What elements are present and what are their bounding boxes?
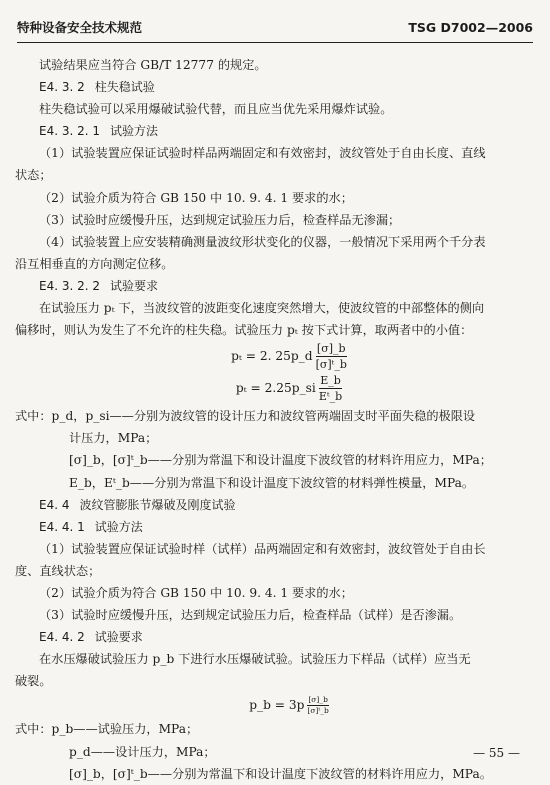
formula-lhs: pₜ = 2. 25p_d [231,349,313,364]
section-title: 试验方法 [110,124,159,139]
symbol-definition: 式中：p_b——试验压力，MPa； [15,722,199,737]
fraction-denominator: [σ]ᵗ_b [307,705,329,715]
section-title: 试验方法 [94,519,143,534]
symbol-definition: [σ]_b，[σ]ᵗ_b——分别为常温下和设计温度下波纹管的材料许用应力，MPa； [69,453,492,468]
list-item-line: （1）试验装置应保证试验时样（试样）品两端固定和有效密封，波纹管处于自由长 [39,541,486,556]
section-heading [15,275,533,297]
list-item-line: 沿互相垂直的方向测定位移。 [15,256,174,271]
section-title: 试验要求 [94,630,143,645]
running-header [17,12,533,43]
fraction-bar [319,388,342,389]
symbol-definition: E_b，Eᵗ_b——分别为常温下和设计温度下波纹管的材料弹性模量，MPa。 [69,475,475,490]
section-number: E4. 3. 2. 1 [39,124,101,139]
header-series-title: 特种设备安全技术规范 [17,20,143,35]
list-item-line: （1）试验装置应保证试验时样品两端固定和有效密封，波纹管处于自由长度、直线 [39,146,486,161]
paragraph-line: 在试验压力 pₜ 下，当波纹管的波距变化速度突然增大，使波纹管的中部整体的侧向 [39,301,485,316]
paragraph-line: 试验结果应当符合 GB/T 12777 的规定。 [39,58,267,72]
list-item-line: （3）试验时应缓慢升压，达到规定试验压力后，检查样品（试样）是否渗漏。 [39,608,462,623]
formula-column-instability-1 [15,341,533,371]
section-number: E4. 3. 2 [39,80,85,95]
symbol-definition: p_d——设计压力，MPa； [69,744,216,759]
fraction-denominator: Eᵗ_b [318,389,343,403]
formula-fraction [316,342,347,371]
section-number: E4. 4 [39,497,70,512]
formula-lhs: pₜ = 2.25p_si [235,381,316,396]
fraction-numerator: E_b [320,373,341,387]
list-item-line: （4）试验装置上应安装精确测量波纹形状变化的仪器，一般情况下采用两个千分表 [39,234,486,249]
paragraph-line: 柱失稳试验可以采用爆破试验代替，而且应当优先采用爆炸试验。 [39,102,393,117]
symbol-definition: [σ]_b，[σ]ᵗ_b——分别为常温下和设计温度下波纹管的材料许用应力，MPa。 [69,766,492,781]
section-heading [15,494,533,516]
fraction-numerator: [σ]_b [316,341,346,355]
symbol-definition: 计压力，MPa； [69,431,158,446]
section-number: E4. 4. 1 [39,519,85,534]
section-heading [15,516,533,538]
symbol-definition: 式中：p_d，p_si——分别为波纹管的设计压力和波纹管两端固支时平面失稳的极限设 [15,409,476,424]
formula-lhs: p_b = 3p [249,698,305,713]
fraction-bar [316,356,347,357]
page-number: — 55 — [473,746,520,760]
list-item-line: （2）试验介质为符合 GB 150 中 10. 9. 4. 1 要求的水； [39,190,353,205]
paragraph-line: 在水压爆破试验压力 p_b 下进行水压爆破试验。试验压力下样品（试样）应当无 [39,652,471,667]
section-title: 波纹管膨胀节爆破及刚度试验 [79,497,236,512]
section-title: 试验要求 [110,278,159,293]
list-item-line: （2）试验介质为符合 GB 150 中 10. 9. 4. 1 要求的水； [39,585,353,600]
section-heading [15,120,533,142]
formula-fraction [319,374,342,403]
section-number: E4. 3. 2. 2 [39,278,101,293]
section-number: E4. 4. 2 [39,630,85,645]
page-body [15,54,533,785]
formula-burst-pressure [15,692,533,718]
list-item-line: 状态； [15,168,52,183]
list-item-line: （3）试验时应缓慢升压，达到规定试验压力后，检查样品无渗漏； [39,212,401,227]
list-item-line: 度、直线状态； [15,563,101,578]
paragraph-line: 偏移时，则认为发生了不允许的柱失稳。试验压力 pₜ 按下式计算，取两者中的小值： [15,323,473,338]
formula-column-instability-2 [15,371,533,405]
fraction-numerator: [σ]_b [308,694,328,704]
section-heading [15,76,533,98]
section-title: 柱失稳试验 [94,80,155,95]
formula-fraction [307,696,328,715]
fraction-denominator: [σ]ᵗ_b [315,357,347,371]
paragraph-line: 破裂。 [15,674,52,689]
header-standard-code: TSG D7002—2006 [408,19,533,35]
section-heading [15,626,533,648]
